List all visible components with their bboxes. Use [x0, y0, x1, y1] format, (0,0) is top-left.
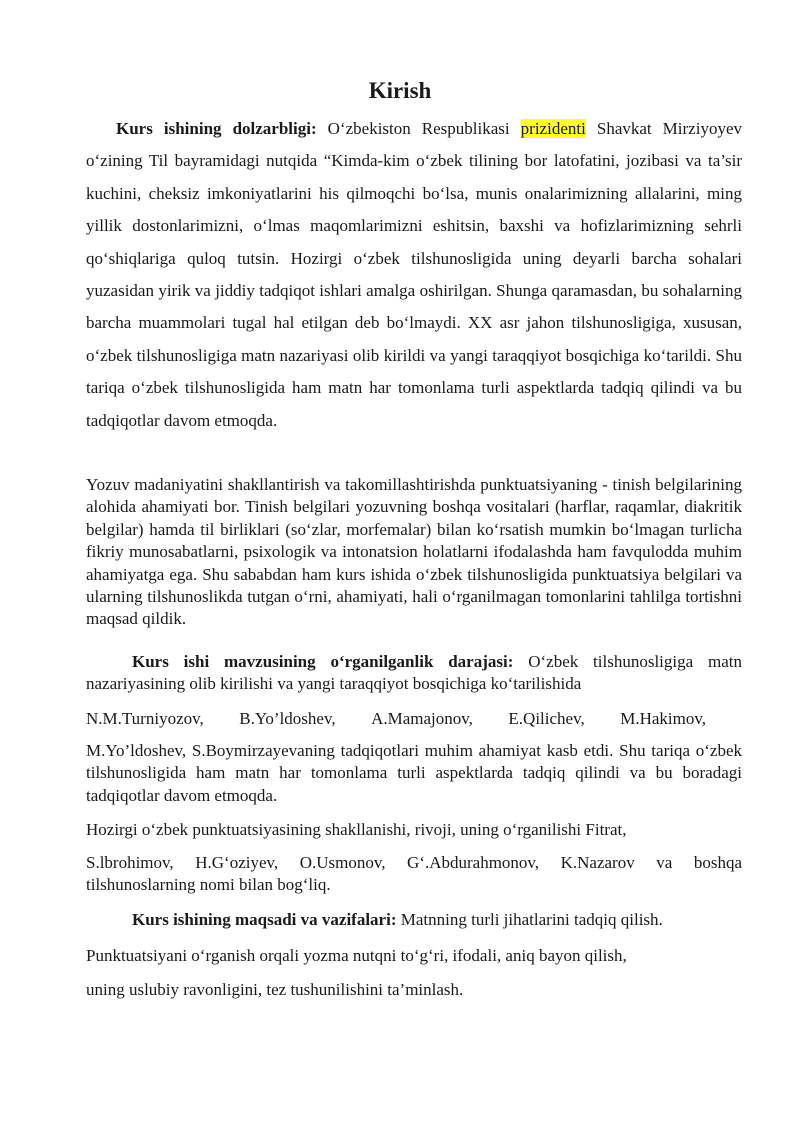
relevance-text-after: Shavkat Mirziyoyev oʻzining Til bayramidagi nutqida “Kimda-kim oʻzbek tilining bor latofatini, jozibasi va ta’sir kuchini, cheksiz imkoniyatlarini his qilmoqchi boʻlsa, munis onalarimizning allalarini, ming yillik dostonlarimizni, oʻlmas maqomlarimizni eshitsin, baxshi va hofizlarimizning sehrli qoʻshiqlariga quloq tutsin. Hozirgi oʻzbek tilshunosligida uning deyarli barcha sohalari yuzasidan yirik va jiddiy tadqiqot ishlari amalga oshirilgan. Shunga qaramasdan, bu sohalarning barcha muammolari tugal hal etilgan deb boʻlmaydi. XX asr jahon tilshunosligiga, xususan, oʻzbek tilshunosligiga matn nazariyasi olib kirildi va yangi taraqqiyot bosqichiga koʻtarildi. Shu tariqa oʻzbek tilshunosligida ham matn har tomonlama turli aspektlarda tadqiq qilindi va bu tadqiqotlar davom etmoqda. — [86, 119, 742, 430]
goals-text: Matnning turli jihatlarini tadqiq qilish. — [396, 910, 663, 929]
research-level-text: Oʻzbek tilshunosligiga matn nazariyasining olib kirilishi va yangi taraqqiyot bosqichiga koʻtarilishida — [86, 652, 742, 694]
author-name: B.Yo’ldoshev, — [239, 709, 336, 728]
page-title: Kirish — [368, 78, 432, 103]
author-name: M.Hakimov, — [620, 709, 706, 728]
paragraph-studies: M.Yo’ldoshev, S.Boymirzayevaning tadqiqotlari muhim ahamiyat kasb etdi. Shu tariqa oʻzbek tilshunosligida ham matn har tomonlama turli aspektlarda tadqiq qilindi va bu boradagi tadqiqotlar davom etmoqda. — [86, 741, 742, 805]
authors-line — [86, 708, 706, 730]
paragraph-relevance — [86, 113, 742, 437]
paragraph-punctuation: Yozuv madaniyatini shakllantirish va takomillashtirishda punktuatsiyaning - tinish belgilarining alohida ahamiyati bor. Tinish belgilari yozuvning boshqa vositalari (harflar, raqamlar, diakritik belgilar) hamda til birliklari (soʻzlar, morfemalar) bilan koʻrsatish mumkin boʻlmagan turlicha fikriy munosabatlarni, psixologik va intonatsion holatlarni ifodalashda ham favqulodda muhim ahamiyatga ega. Shu sababdan ham kurs ishida oʻzbek tilshunosligida punktuatsiya belgilari va ularning tilshunoslikda tutgan oʻrni, ahamiyati, hali oʻrganilmagan tomonlarini tahlilga tortishni maqsad qildik. — [86, 475, 742, 629]
author-name: A.Mamajonov, — [371, 709, 473, 728]
author-name: E.Qilichev, — [508, 709, 585, 728]
research-level-heading: Kurs ishi mavzusining oʻrganilganlik darajasi: — [132, 652, 514, 671]
highlighted-word: prizidenti — [520, 119, 586, 138]
paragraph-research-level — [86, 651, 742, 696]
paragraph-punctuation-history: Hozirgi oʻzbek punktuatsiyasining shakllanishi, rivoji, uning oʻrganilishi Fitrat, — [86, 820, 627, 839]
paragraph-goals — [86, 909, 742, 931]
goals-heading: Kurs ishining maqsadi va vazifalari: — [132, 910, 397, 929]
relevance-heading: Kurs ishining dolzarbligi: — [116, 119, 317, 138]
goals-line-1: Punktuatsiyani oʻrganish orqali yozma nutqni toʻgʻri, ifodali, aniq bayon qilish, — [86, 946, 627, 965]
paragraph-linguists: S.lbrohimov, H.Gʻoziyev, O.Usmonov, Gʻ.Abdurahmonov, K.Nazarov va boshqa tilshunoslarning nomi bilan bogʻliq. — [86, 853, 742, 895]
relevance-text-before: Oʻzbekiston Respublikasi — [316, 119, 521, 138]
author-name: N.M.Turniyozov, — [86, 709, 204, 728]
goals-line-2: uning uslubiy ravonligini, tez tushunilishini ta’minlash. — [86, 980, 464, 999]
